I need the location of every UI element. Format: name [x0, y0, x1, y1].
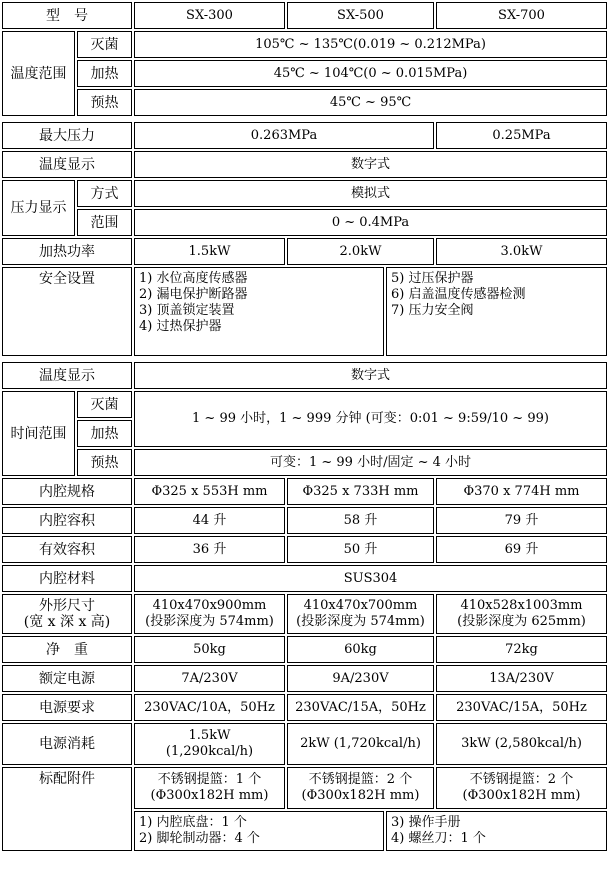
power-req-label: 电源要求 [2, 694, 132, 721]
max-pressure-label: 最大压力 [2, 122, 132, 149]
accessories-list-right [386, 811, 607, 851]
temp-display2-row [2, 362, 607, 389]
safety-label: 安全设置 [2, 267, 132, 356]
power-consumption-sx300 [134, 723, 285, 765]
temp-range-label: 温度范围 [2, 31, 75, 116]
power-consumption-sx700: 3kW (2,580kcal/h) [436, 723, 607, 765]
accessories-label: 标配附件 [2, 767, 132, 851]
temp-display-label: 温度显示 [2, 151, 132, 178]
safety-item-4: 4) 过热保护器 [139, 319, 222, 334]
pressure-display-label: 压力显示 [2, 180, 75, 236]
basket-sx700 [436, 767, 607, 809]
power-consumption-row [2, 723, 607, 765]
basket-sx300-size: (Φ300x182H mm) [150, 788, 269, 803]
accessory-item-3: 3) 操作手册 [391, 815, 461, 830]
dimensions-row [2, 594, 607, 634]
pressure-range-value: 0 ~ 0.4MPa [134, 209, 607, 236]
heating-power-row [2, 238, 607, 265]
model-sx700: SX-700 [436, 2, 607, 29]
chamber-volume-row [2, 507, 607, 534]
chamber-volume-sx700: 79 升 [436, 507, 607, 534]
dimensions-label-line1: 外形尺寸 [39, 598, 95, 614]
dimensions-sx500-size: 410x470x700mm [303, 598, 418, 613]
pressure-display-mode-row [2, 180, 607, 207]
header-row [2, 2, 607, 29]
rated-power-sx500: 9A/230V [287, 665, 434, 692]
safety-row [2, 267, 607, 356]
safety-item-3: 3) 顶盖锁定装置 [139, 303, 235, 318]
net-weight-label: 净 重 [2, 636, 132, 663]
basket-sx700-qty: 不锈钢提篮：2 个 [469, 772, 574, 787]
accessory-item-1: 1) 内腔底盘：1 个 [139, 815, 247, 830]
spacer [2, 118, 607, 120]
chamber-volume-sx500: 58 升 [287, 507, 434, 534]
safety-item-7: 7) 压力安全阀 [391, 303, 474, 318]
time-range-label: 时间范围 [2, 391, 75, 476]
effective-volume-label: 有效容积 [2, 536, 132, 563]
basket-sx300 [134, 767, 285, 809]
time-preheat-value: 可变：1 ~ 99 小时/固定 ~ 4 小时 [134, 449, 607, 476]
rated-power-row [2, 665, 607, 692]
heating-power-sx700: 3.0kW [436, 238, 607, 265]
model-sx500: SX-500 [287, 2, 434, 29]
model-sx300: SX-300 [134, 2, 285, 29]
rated-power-sx300: 7A/230V [134, 665, 285, 692]
dimensions-label [2, 594, 132, 634]
spacer [2, 358, 607, 360]
chamber-spec-sx500: Φ325 x 733H mm [287, 478, 434, 505]
temp-display2-label: 温度显示 [2, 362, 132, 389]
basket-sx500 [287, 767, 434, 809]
chamber-spec-sx300: Φ325 x 553H mm [134, 478, 285, 505]
net-weight-row [2, 636, 607, 663]
rated-power-label: 额定电源 [2, 665, 132, 692]
heating-power-sx500: 2.0kW [287, 238, 434, 265]
accessories-basket-row [2, 767, 607, 809]
chamber-spec-label: 内腔规格 [2, 478, 132, 505]
dimensions-sx700-size: 410x528x1003mm [460, 598, 583, 613]
power-consumption-label: 电源消耗 [2, 723, 132, 765]
temp-sterilize-value: 105℃ ~ 135℃(0.019 ~ 0.212MPa) [134, 31, 607, 58]
dimensions-sx300-note: (投影深度为 574mm) [145, 614, 274, 629]
accessory-item-4: 4) 螺丝刀：1 个 [391, 831, 486, 846]
time-range-sterilize-row [2, 391, 607, 418]
temp-heating-label: 加热 [77, 60, 132, 87]
accessories-list-left [134, 811, 384, 851]
model-label: 型 号 [2, 2, 132, 29]
time-heating-label: 加热 [77, 420, 132, 447]
safety-list-right [386, 267, 607, 356]
basket-sx300-qty: 不锈钢提篮：1 个 [157, 772, 262, 787]
heating-power-sx300: 1.5kW [134, 238, 285, 265]
power-consumption-sx300-kw: 1.5kW [188, 728, 231, 743]
dimensions-sx700-note: (投影深度为 625mm) [457, 614, 586, 629]
pressure-mode-value: 模拟式 [134, 180, 607, 207]
chamber-spec-row [2, 478, 607, 505]
temp-display2-value: 数字式 [134, 362, 607, 389]
dimensions-sx300-size: 410x470x900mm [152, 598, 267, 613]
temp-range-heating-row [2, 60, 607, 87]
chamber-material-label: 内腔材料 [2, 565, 132, 592]
safety-item-2: 2) 漏电保护断路器 [139, 287, 248, 302]
net-weight-sx300: 50kg [134, 636, 285, 663]
chamber-volume-sx300: 44 升 [134, 507, 285, 534]
temp-sterilize-label: 灭菌 [77, 31, 132, 58]
power-req-sx700: 230VAC/15A，50Hz [436, 694, 607, 721]
effective-volume-sx500: 50 升 [287, 536, 434, 563]
temp-heating-value: 45℃ ~ 104℃(0 ~ 0.015MPa) [134, 60, 607, 87]
dimensions-sx300 [134, 594, 285, 634]
net-weight-sx500: 60kg [287, 636, 434, 663]
net-weight-sx700: 72kg [436, 636, 607, 663]
pressure-display-range-row [2, 209, 607, 236]
temp-display-value: 数字式 [134, 151, 607, 178]
heating-power-label: 加热功率 [2, 238, 132, 265]
dimensions-sx700 [436, 594, 607, 634]
safety-item-6: 6) 启盖温度传感器检测 [391, 287, 526, 302]
basket-sx500-qty: 不锈钢提篮：2 个 [308, 772, 413, 787]
chamber-material-row [2, 565, 607, 592]
time-sterilize-heating-value: 1 ~ 99 小时，1 ~ 999 分钟 (可变：0:01 ~ 9:59/10 ~ 99) [134, 391, 607, 447]
power-req-row [2, 694, 607, 721]
max-pressure-row [2, 122, 607, 149]
pressure-mode-label: 方式 [77, 180, 132, 207]
temp-preheat-label: 预热 [77, 89, 132, 116]
safety-item-5: 5) 过压保护器 [391, 271, 474, 286]
chamber-spec-sx700: Φ370 x 774H mm [436, 478, 607, 505]
dimensions-sx500-note: (投影深度为 574mm) [296, 614, 425, 629]
time-range-preheat-row [2, 449, 607, 476]
effective-volume-sx700: 69 升 [436, 536, 607, 563]
time-sterilize-label: 灭菌 [77, 391, 132, 418]
accessory-item-2: 2) 脚轮制动器：4 个 [139, 831, 260, 846]
temp-preheat-value: 45℃ ~ 95℃ [134, 89, 607, 116]
time-preheat-label: 预热 [77, 449, 132, 476]
effective-volume-sx300: 36 升 [134, 536, 285, 563]
effective-volume-row [2, 536, 607, 563]
power-consumption-sx300-kcal: (1,290kcal/h) [165, 744, 254, 759]
basket-sx700-size: (Φ300x182H mm) [462, 788, 581, 803]
max-pressure-value-a: 0.263MPa [134, 122, 434, 149]
dimensions-label-line2: (宽 x 深 x 高) [23, 614, 111, 630]
max-pressure-value-b: 0.25MPa [436, 122, 607, 149]
pressure-range-label: 范围 [77, 209, 132, 236]
temp-range-preheat-row [2, 89, 607, 116]
safety-list-left [134, 267, 384, 356]
temp-range-sterilize-row [2, 31, 607, 58]
chamber-volume-label: 内腔容积 [2, 507, 132, 534]
power-consumption-sx500: 2kW (1,720kcal/h) [287, 723, 434, 765]
dimensions-sx500 [287, 594, 434, 634]
power-req-sx300: 230VAC/10A，50Hz [134, 694, 285, 721]
chamber-material-value: SUS304 [134, 565, 607, 592]
basket-sx500-size: (Φ300x182H mm) [301, 788, 420, 803]
safety-item-1: 1) 水位高度传感器 [139, 271, 248, 286]
rated-power-sx700: 13A/230V [436, 665, 607, 692]
temp-display-row [2, 151, 607, 178]
power-req-sx500: 230VAC/15A，50Hz [287, 694, 434, 721]
